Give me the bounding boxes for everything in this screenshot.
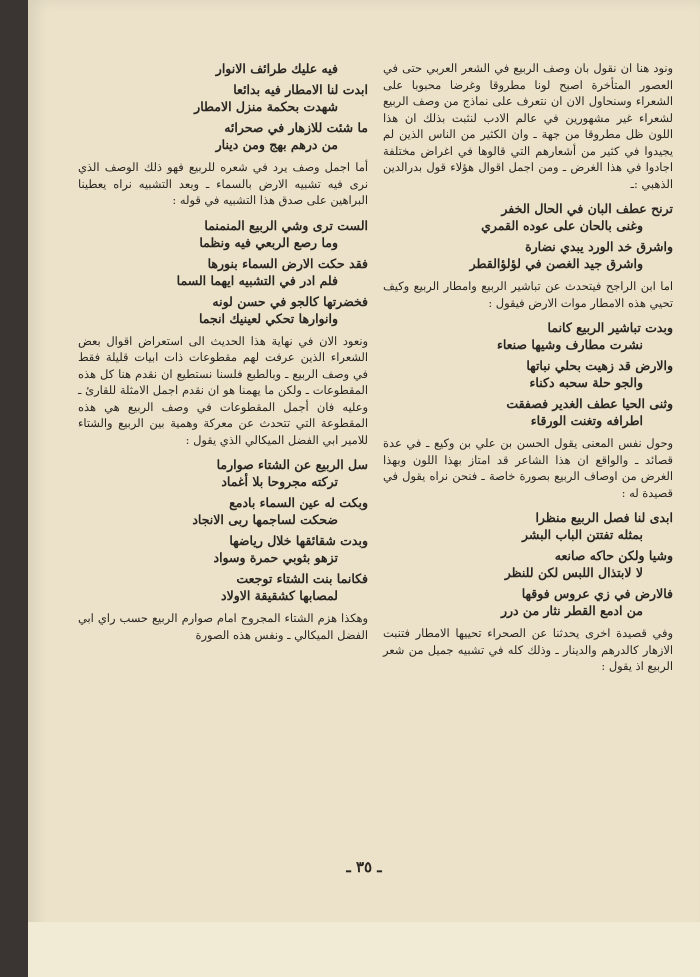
verse-line: فخضرتها كالجو في حسن لونه (212, 293, 368, 309)
verse-line: تزهو بثوبي حمرة وسواد (213, 550, 338, 565)
paragraph: اما ابن الراجح فيتحدث عن تباشير الربيع وامطار الربيع وكيف تحيي هذه الامطار موات الارض فيقول : (383, 279, 673, 310)
verse-line: ضحكت لساجمها ربى الانجاد (192, 512, 338, 527)
verse-line: والجو حلة سحبه دكناء (529, 375, 643, 390)
verse-line: نشرت مطارف وشيها صنعاء (496, 337, 643, 352)
paragraph: ونعود الان في نهاية هذا الحديث الى استعراض اقوال بعض الشعراء الذين عرفت لهم مقطوعات ذات ابيات قليلة فقط في وصف الربيع ـ وبالطبع فلسنا نستطيع ان نقدم هنا كل هذه المقطوعات ـ ولكن ما يهمنا هو ان نقدم اجمل الامثلة للقارئ ـ وعليه فان أجمل المقطوعات في وصف الربيع هي هذه المقطوعة التي تتحدث عن معركة وهمية بين الربيع والشتاء للامير ابي الفضل الميكالي الذي يقول : (78, 333, 368, 447)
verse-line: تركته مجروحا بلا أغماد (221, 474, 338, 489)
paragraph: وفي قصيدة اخرى يحدثنا عن الصحراء تحييها الامطار فتنبت الازهار كالدرهم والدينار ـ وذلك كله في تشبيه جميل من شعر الربيع اذ يقول : (383, 626, 673, 673)
verse-line: فيه عليك طرائف الانوار (215, 61, 338, 76)
paragraph: ونود هنا ان نقول بان وصف الربيع في الشعر العربي حتى في العصور المتأخرة اصبح لونا مطروقا وغرضا محبوبا على الشعراء وسنحاول الان ان نتعرف على نماذج من وصف الربيع لشعراء غير مشهورين في عالم الادب لنثبت بذلك ان هذا اللون ظل مطروقا من جهة ـ وان الكثير من الناس الذين لم يجيدوا في كثير من أشعارهم التي قالوها في اغراض مختلفة اجادوا في هذا الغرض ـ ومن اجمل اقوال هؤلاء قول بدرالدين الذهبي :ـ (383, 61, 673, 191)
paragraph: وحول نفس المعنى يقول الحسن بن علي بن وكيع ـ في عدة قصائد ـ والواقع ان هذا الشاعر قد امتاز بهذا اللون وبهذا الغرض من اوصاف الربيع بصورة خاصة ـ فنحن نراه يقول في قصيدة له : (383, 436, 673, 500)
verse-line: وشيا ولكن حاكه صانعه (554, 548, 673, 563)
verse-block (78, 217, 368, 327)
verse-line: ترنح عطف البان في الحال الخفر (501, 201, 673, 216)
verse-line: وغنى بالحان على عوده القمري (481, 218, 643, 233)
verse-line: فالارض في زي عروس فوقها (521, 586, 673, 601)
verse-line: واشرق خد الورد يبدي نضارة (525, 239, 673, 254)
verse-line: من ادمع القطر نثار من درر (500, 603, 643, 618)
verse-line: الست ترى وشي الربيع المنمنما (204, 217, 368, 233)
verse-line: لا لابتذال اللبس لكن للنظر (504, 565, 643, 580)
verse-block (78, 456, 368, 604)
verse-line: لمصابها كشقيقة الاولاد (221, 588, 338, 603)
verse-line: وبدت شقائقها خلال رياضها (229, 533, 368, 548)
verse-line: وانوارها تحكي لعينيك انجما (198, 310, 338, 326)
book-page (28, 0, 700, 977)
verse-line: وبكت له عين السماء بادمع (229, 495, 368, 510)
verse-line: من درهم بهج ومن دينار (215, 137, 338, 152)
paragraph: وهكذا هزم الشتاء المجروح امام صوارم الربيع حسب راي ابي الفضل الميكالي ـ ونفس هذه الصورة (78, 611, 368, 642)
verse-line: ابدى لنا فصل الربيع منظرا (535, 510, 673, 525)
verse-line: وبدت تباشير الربيع كانما (547, 320, 673, 335)
left-column (78, 60, 368, 651)
verse-line: ابدت لنا الامطار فيه بدائعا (233, 82, 368, 97)
verse-line: بمثله تفتتن الباب البشر (522, 527, 643, 542)
verse-line: سل الربيع عن الشتاء صوارما (216, 457, 368, 472)
right-column (383, 60, 673, 683)
verse-line: واشرق جيد الغصن في لؤلؤالقطر (469, 256, 643, 271)
verse-line: فقد حكت الارض السماء بنورها (207, 255, 368, 271)
verse-line: اطرافه وتغنت الورقاء (530, 413, 643, 428)
verse-line: شهدت بحكمة منزل الامطار (194, 99, 338, 114)
verse-line: ما شئت للازهار في صحرائه (224, 120, 368, 135)
paragraph: أما اجمل وصف يرد في شعره للربيع فهو ذلك الوصف الذي نرى فيه تشبيه الارض بالسماء ـ وبعد التشبيه نراه يعطينا البراهين على صدق هذا التشبيه في قوله : (78, 160, 368, 207)
page-number: ـ ٣٥ ـ (346, 858, 382, 876)
verse-line: وما رصع الربعي فيه ونظما (199, 234, 338, 250)
verse-block (78, 60, 368, 153)
verse-block (383, 200, 673, 272)
verse-line: فكانما بنت الشتاء توجعت (236, 571, 368, 586)
verse-line: وثنى الحيا عطف الغدير فصفقت (506, 396, 673, 411)
verse-block (383, 319, 673, 429)
verse-block (383, 509, 673, 619)
verse-line: فلم ادر في التشبيه ايهما السما (176, 272, 338, 288)
verse-line: والارض قد زهيت بحلي نباتها (526, 358, 673, 373)
